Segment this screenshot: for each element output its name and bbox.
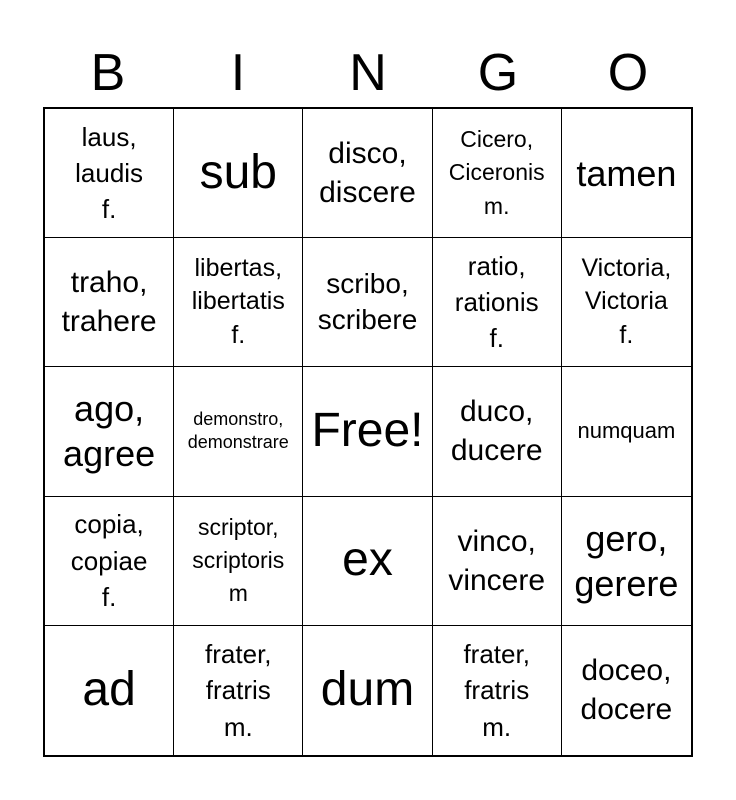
cell-line: fratris <box>205 675 271 706</box>
free-space-label: Free! <box>311 404 424 458</box>
cell-line: frater, <box>463 638 530 669</box>
cell-line: frater, <box>205 638 272 669</box>
cell-line: demonstro, <box>193 409 284 430</box>
cell-line: m. <box>483 192 510 219</box>
bingo-cell[interactable] <box>174 626 303 755</box>
cell-line: numquam <box>577 418 676 444</box>
cell-line: Victoria <box>584 287 668 316</box>
bingo-cell[interactable] <box>562 238 691 367</box>
cell-line: m. <box>482 711 512 742</box>
bingo-cell[interactable] <box>433 626 562 755</box>
cell-line: tamen <box>576 152 677 194</box>
cell-line: traho, <box>70 266 148 300</box>
cell-line: scribo, <box>326 267 409 299</box>
cell-line: sub <box>199 145 277 199</box>
bingo-cell[interactable] <box>303 497 432 626</box>
cell-line: gerere <box>574 562 679 604</box>
bingo-cell[interactable] <box>433 367 562 496</box>
cell-line: m <box>228 580 248 607</box>
cell-line: m. <box>223 711 253 742</box>
bingo-cell[interactable] <box>45 109 174 238</box>
cell-line: Victoria, <box>581 253 672 282</box>
cell-line: rationis <box>454 287 539 318</box>
bingo-board <box>43 107 693 757</box>
bingo-header <box>43 40 693 106</box>
cell-line: gero, <box>585 517 668 559</box>
cell-line: fratris <box>464 675 530 706</box>
bingo-cell[interactable] <box>433 109 562 238</box>
cell-line: copiae <box>70 545 148 576</box>
cell-line: ratio, <box>467 250 526 281</box>
bingo-cell[interactable] <box>45 497 174 626</box>
cell-line: dum <box>320 662 415 716</box>
cell-line: disco, <box>328 137 407 171</box>
cell-line: f. <box>231 321 246 350</box>
header-letter-g: G <box>477 44 519 102</box>
bingo-cell[interactable] <box>174 109 303 238</box>
header-letter-n: N <box>349 44 387 102</box>
cell-line: copia, <box>74 509 144 540</box>
bingo-cell[interactable] <box>303 109 432 238</box>
bingo-cell[interactable] <box>174 238 303 367</box>
cell-line: libertas, <box>194 253 283 282</box>
cell-line: scribere <box>317 304 418 336</box>
cell-line: ago, <box>74 388 145 430</box>
header-letter-b: B <box>90 44 126 102</box>
cell-line: demonstrare <box>187 432 289 453</box>
cell-line: vincere <box>448 563 546 597</box>
bingo-cell[interactable] <box>562 109 691 238</box>
bingo-cell[interactable] <box>562 626 691 755</box>
cell-line: discere <box>319 176 416 210</box>
bingo-cell[interactable] <box>433 497 562 626</box>
bingo-cell[interactable] <box>45 626 174 755</box>
cell-line: libertatis <box>191 287 285 316</box>
bingo-cell[interactable] <box>562 367 691 496</box>
bingo-cell[interactable] <box>433 238 562 367</box>
cell-line: f. <box>101 581 117 612</box>
cell-line: scriptor, <box>198 513 279 540</box>
cell-line: ducere <box>450 434 543 468</box>
cell-line: f. <box>101 194 117 225</box>
cell-line: ex <box>342 533 393 587</box>
bingo-cell[interactable] <box>174 367 303 496</box>
cell-line: laudis <box>75 157 144 188</box>
cell-line: vinco, <box>457 524 536 558</box>
cell-line: scriptoris <box>192 547 285 574</box>
bingo-cell[interactable] <box>174 497 303 626</box>
bingo-cell[interactable] <box>45 367 174 496</box>
cell-line: trahere <box>61 305 157 339</box>
cell-line: agree <box>63 433 156 475</box>
cell-line: laus, <box>81 121 137 152</box>
bingo-cell[interactable] <box>303 238 432 367</box>
bingo-cell[interactable] <box>303 626 432 755</box>
cell-line: doceo, <box>581 654 672 688</box>
bingo-cell[interactable] <box>562 497 691 626</box>
cell-line: Ciceronis <box>448 159 545 186</box>
header-letter-i: I <box>230 44 246 102</box>
cell-line: duco, <box>460 395 534 429</box>
cell-line: f. <box>619 321 634 350</box>
cell-line: Cicero, <box>460 126 534 153</box>
bingo-cell-free[interactable] <box>303 367 432 496</box>
bingo-cell[interactable] <box>45 238 174 367</box>
cell-line: docere <box>580 693 673 727</box>
cell-line: f. <box>489 323 504 354</box>
header-letter-o: O <box>607 44 649 102</box>
cell-line: ad <box>82 662 136 716</box>
